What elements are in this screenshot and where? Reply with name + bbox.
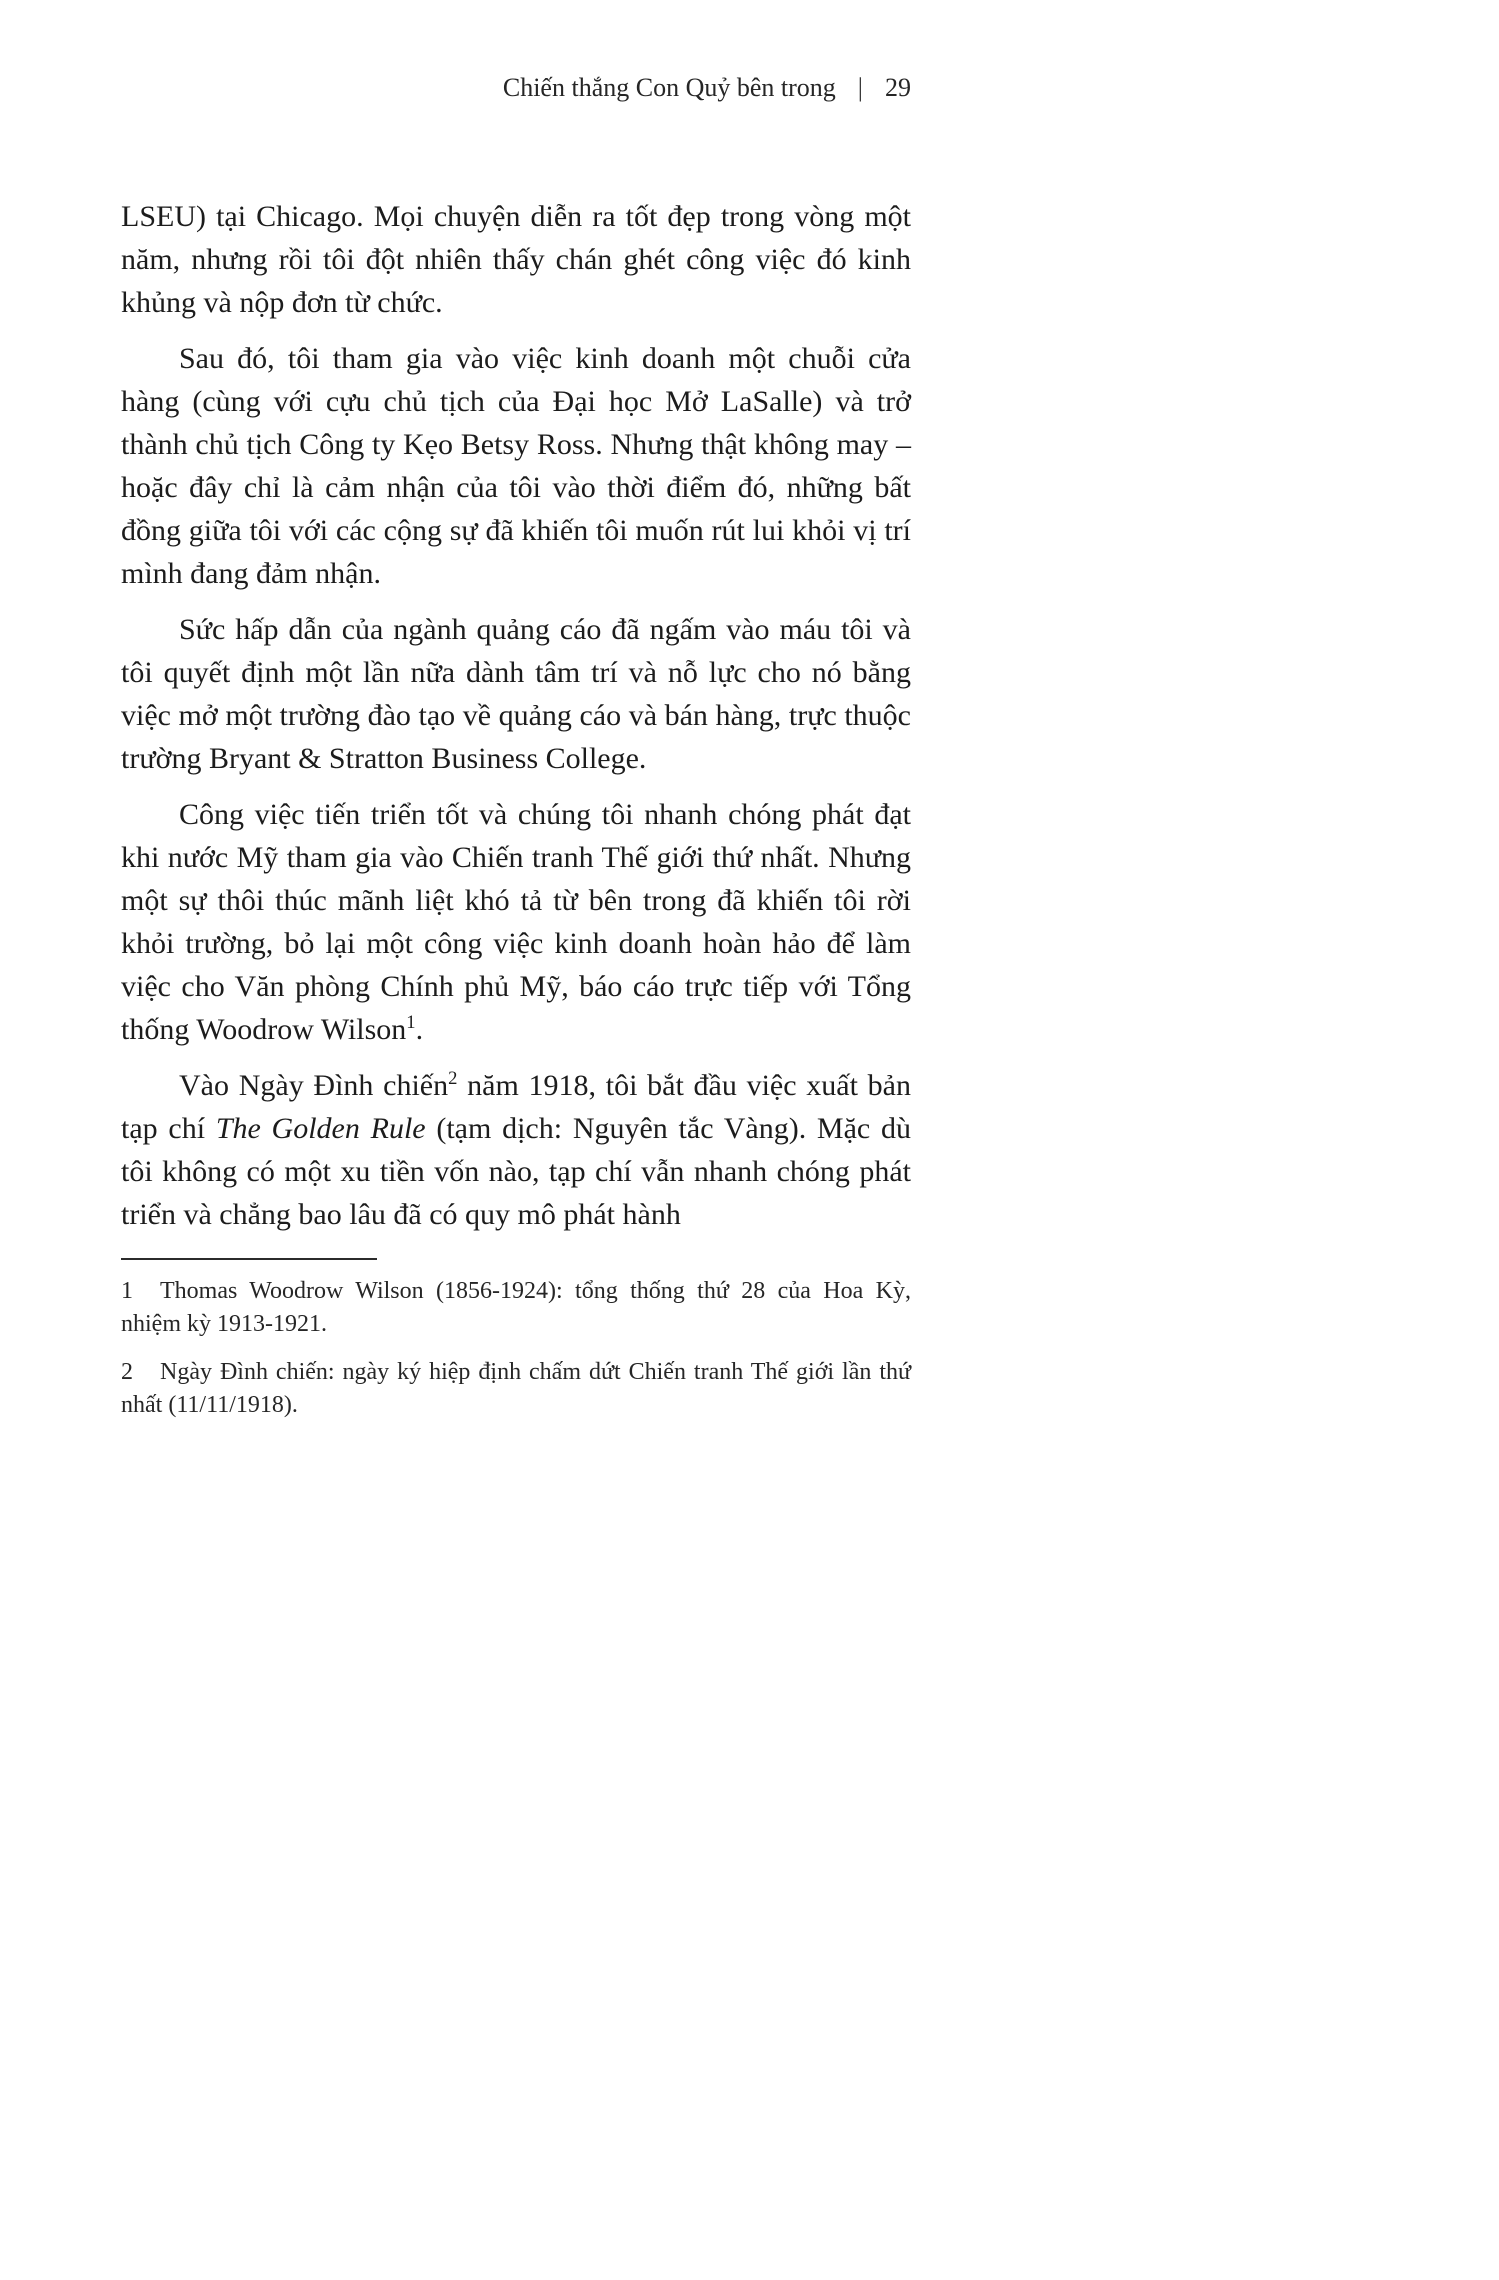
paragraph-3: Sức hấp dẫn của ngành quảng cáo đã ngấm vào máu tôi và tôi quyết định một lần nữa dành tâm trí và nỗ lực cho nó bằng việc mở một trường đào tạo về quảng cáo và bán hàng, trực thuộc trường Bryant & Stratton Business College.: [121, 613, 911, 775]
paragraph-text: Vào Ngày Đình chiến: [179, 1069, 449, 1102]
paragraph-5: [121, 1064, 911, 1236]
paragraph-text: .: [415, 1013, 424, 1046]
page-body: [121, 195, 911, 1236]
running-header: [121, 73, 911, 103]
paragraph-text: năm 1918, tôi bắt đầu việc xuất bản tạp chí: [121, 1069, 911, 1145]
page-number: 29: [885, 73, 911, 102]
footnote-ref-2: 2: [448, 1068, 458, 1089]
paragraph-text: (tạm dịch: Nguyên tắc Vàng). Mặc dù tôi không có một xu tiền vốn nào, tạp chí vẫn nhanh chóng phát triển và chẳng bao lâu đã có quy mô phát hành: [121, 1112, 911, 1231]
header-divider: |: [857, 73, 863, 102]
footnote-2: [121, 1356, 911, 1422]
footnotes-section: [121, 1275, 911, 1422]
running-header-title: Chiến thắng Con Quỷ bên trong: [502, 73, 836, 102]
content-column: [121, 73, 911, 1437]
paragraph-text: Công việc tiến triển tốt và chúng tôi nhanh chóng phát đạt khi nước Mỹ tham gia vào Chiến tranh Thế giới thứ nhất. Nhưng một sự thôi thúc mãnh liệt khó tả từ bên trong đã khiến tôi rời khỏi trường, bỏ lại một công việc kinh doanh hoàn hảo để làm việc cho Văn phòng Chính phủ Mỹ, báo cáo trực tiếp với Tổng thống Woodrow Wilson: [121, 798, 911, 1046]
footnote-text: Thomas Woodrow Wilson (1856-1924): tổng thống thứ 28 của Hoa Kỳ, nhiệm kỳ 1913-1921.: [121, 1278, 911, 1337]
paragraph-4: [121, 793, 911, 1051]
footnote-separator: [121, 1258, 377, 1260]
magazine-title: The Golden Rule: [215, 1112, 426, 1145]
footnote-text: Ngày Đình chiến: ngày ký hiệp định chấm dứt Chiến tranh Thế giới lần thứ nhất (11/11/1918).: [121, 1359, 911, 1418]
footnote-ref-1: 1: [406, 1012, 416, 1033]
footnote-marker: 2: [121, 1359, 133, 1385]
paragraph-1: LSEU) tại Chicago. Mọi chuyện diễn ra tốt đẹp trong vòng một năm, nhưng rồi tôi đột nhiên thấy chán ghét công việc đó kinh khủng và nộp đơn từ chức.: [121, 200, 911, 319]
paragraph-2: Sau đó, tôi tham gia vào việc kinh doanh một chuỗi cửa hàng (cùng với cựu chủ tịch của Đại học Mở LaSalle) và trở thành chủ tịch Công ty Kẹo Betsy Ross. Nhưng thật không may – hoặc đây chỉ là cảm nhận của tôi vào thời điểm đó, những bất đồng giữa tôi với các cộng sự đã khiến tôi muốn rút lui khỏi vị trí mình đang đảm nhận.: [121, 342, 911, 590]
footnote-1: [121, 1275, 911, 1341]
footnote-marker: 1: [121, 1278, 133, 1304]
